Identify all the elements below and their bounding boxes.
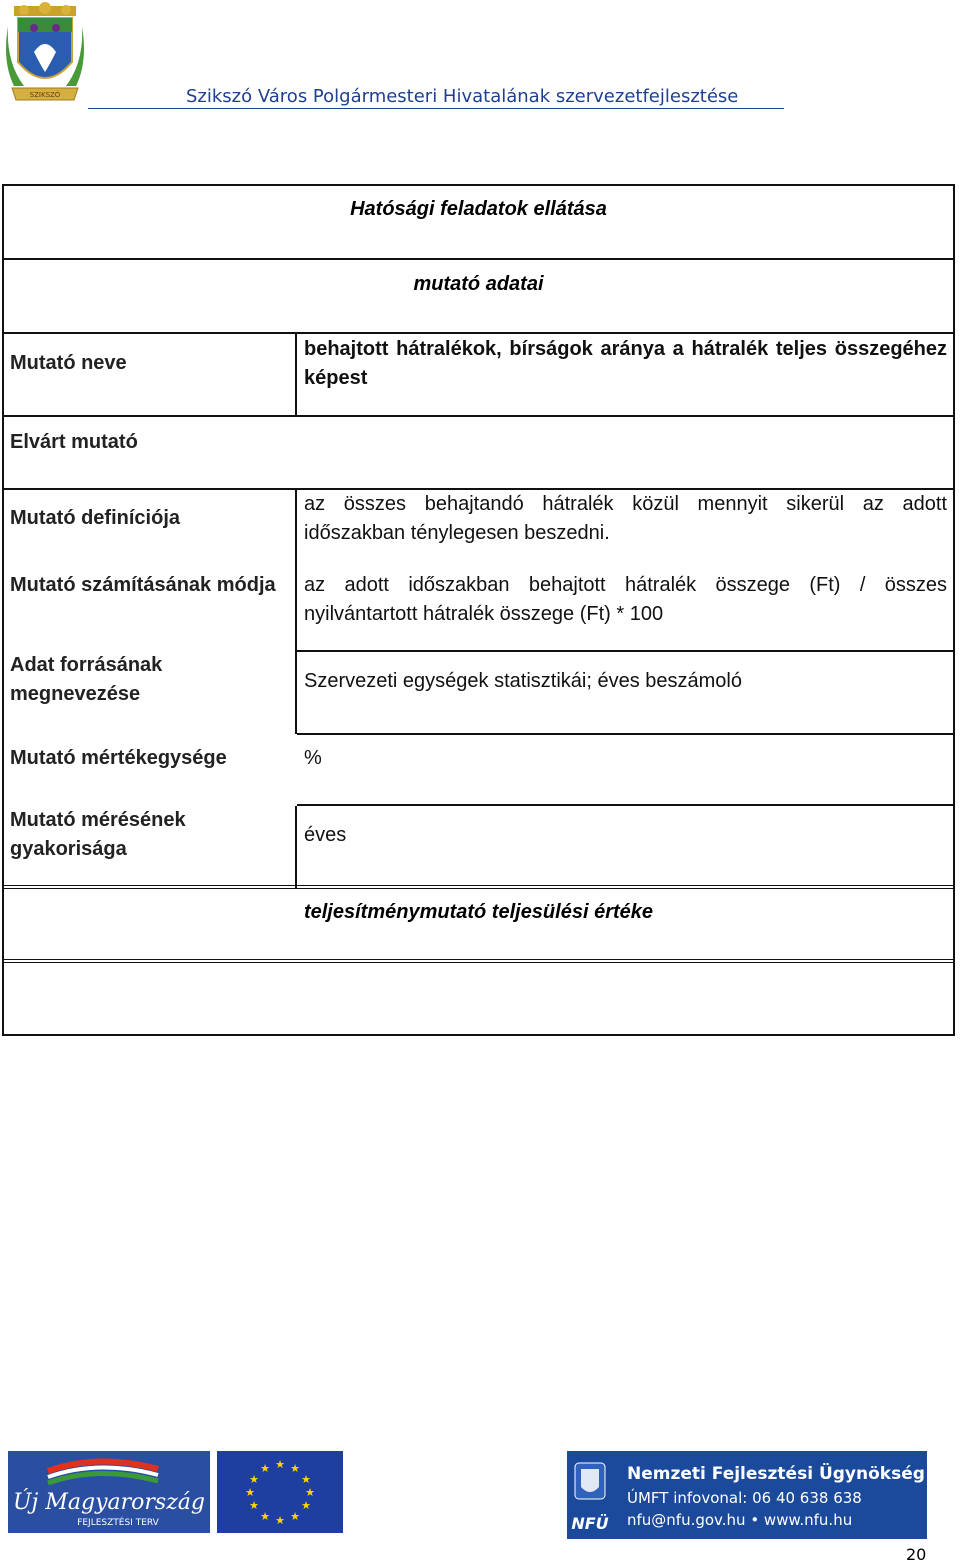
- svg-text:★: ★: [301, 1499, 311, 1512]
- row-value-data-source: Szervezeti egységek statisztikái; éves beszámoló: [304, 670, 742, 692]
- row-value-definition: az összes behajtandó hátralék közül mennyit sikerül az adott időszakban ténylegesen beszedni.: [304, 493, 947, 544]
- row-value-indicator-name: behajtott hátralékok, bírságok aránya a hátralék teljes összegéhez képest: [304, 338, 947, 389]
- nfu-title: Nemzeti Fejlesztési Ügynökség: [627, 1464, 925, 1484]
- eu-flag-logo: [217, 1451, 343, 1533]
- nfu-agency-logo: [567, 1451, 927, 1539]
- new-hungary-subtext: FEJLESZTÉSI TERV: [77, 1518, 159, 1528]
- table-divider: [297, 804, 955, 806]
- svg-text:★: ★: [275, 1514, 285, 1527]
- column-divider: [295, 806, 297, 888]
- page-number: 20: [906, 1545, 927, 1564]
- svg-text:★: ★: [290, 1462, 300, 1475]
- row-label-definition: Mutató definíciója: [10, 507, 180, 529]
- svg-text:★: ★: [260, 1462, 270, 1475]
- header-divider: [88, 108, 784, 109]
- logo-ribbon-text: SZIKSZÓ: [29, 91, 61, 99]
- row-value-unit: %: [304, 747, 322, 769]
- row-label-calculation-method: Mutató számításának módja: [10, 574, 276, 596]
- row-label-indicator-name: Mutató neve: [10, 352, 127, 374]
- column-divider: [295, 334, 297, 416]
- svg-text:★: ★: [275, 1458, 285, 1471]
- document-header-title: Szikszó Város Polgármesteri Hivatalának szervezetfejlesztése: [186, 86, 739, 107]
- table-divider: [2, 258, 955, 260]
- table-divider: [2, 959, 955, 963]
- row-label-expected-indicator: Elvárt mutató: [10, 431, 138, 453]
- nfu-infoline: ÚMFT infovonal: 06 40 638 638: [627, 1489, 862, 1507]
- result-title: teljesítménymutató teljesülési értéke: [303, 901, 654, 923]
- subsection-title: mutató adatai: [413, 273, 544, 295]
- row-label-data-source: Adat forrásának megnevezése: [10, 654, 163, 705]
- new-hungary-text: Új Magyarország: [13, 1490, 205, 1515]
- column-divider: [295, 490, 297, 734]
- city-coat-of-arms-logo: [4, 2, 86, 106]
- table-divider: [2, 332, 955, 334]
- svg-text:★: ★: [305, 1486, 315, 1499]
- table-divider: [297, 650, 955, 652]
- svg-text:★: ★: [290, 1510, 300, 1523]
- row-value-calculation-method: az adott időszakban behajtott hátralék összege (Ft) / összes nyilvántartott hátralék összege (Ft) * 100: [304, 574, 947, 625]
- nfu-abbreviation: NFÜ: [571, 1514, 609, 1533]
- new-hungary-development-plan-logo: [8, 1451, 210, 1533]
- svg-text:★: ★: [260, 1510, 270, 1523]
- section-title: Hatósági feladatok ellátása: [350, 198, 607, 220]
- table-divider: [297, 733, 955, 735]
- svg-text:★: ★: [249, 1473, 259, 1486]
- svg-text:★: ★: [249, 1499, 259, 1512]
- table-divider: [2, 415, 955, 417]
- nfu-contact: nfu@nfu.gov.hu • www.nfu.hu: [627, 1511, 853, 1529]
- svg-text:★: ★: [301, 1473, 311, 1486]
- row-label-frequency: Mutató mérésének gyakorisága: [10, 809, 186, 860]
- row-label-unit: Mutató mértékegysége: [10, 747, 227, 769]
- table-divider: [2, 885, 955, 889]
- svg-text:★: ★: [245, 1486, 255, 1499]
- row-value-frequency: éves: [304, 824, 347, 846]
